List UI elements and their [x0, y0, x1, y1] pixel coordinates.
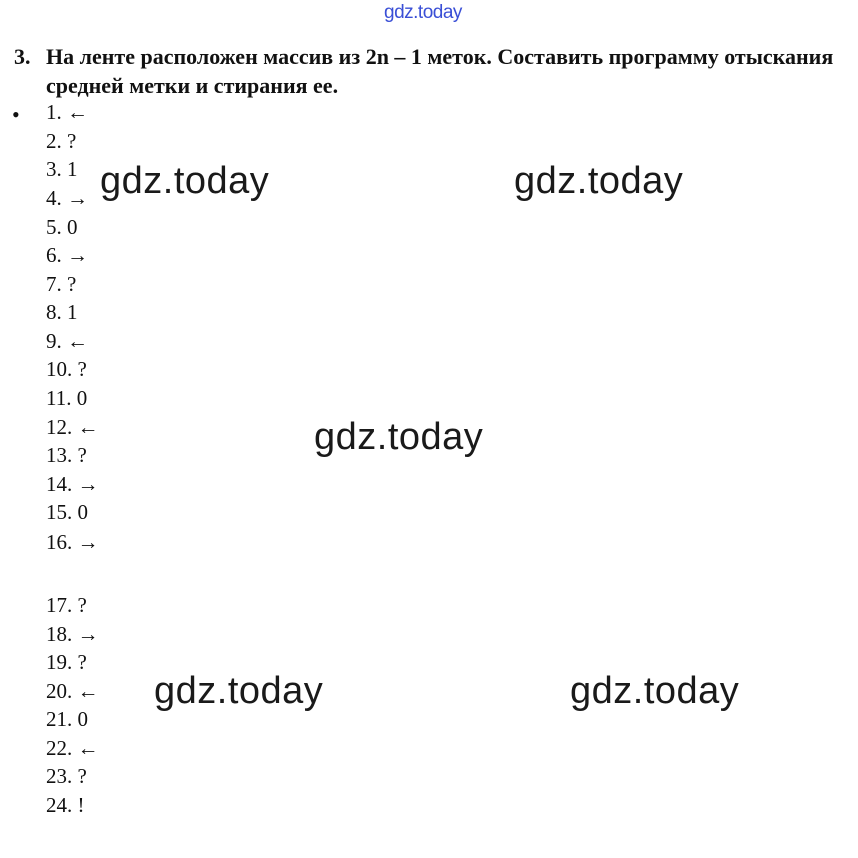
task-number: 3. — [14, 44, 31, 69]
program-step: 17. ? — [46, 593, 87, 617]
program-step: 3. 1 — [46, 157, 78, 181]
list-bullet: • — [12, 102, 20, 127]
program-step: 15. 0 — [46, 500, 88, 524]
program-step: 12. ← — [46, 415, 99, 439]
program-step: 13. ? — [46, 443, 87, 467]
program-step: 10. ? — [46, 357, 87, 381]
program-step: 7. ? — [46, 272, 77, 296]
program-step: 23. ? — [46, 764, 87, 788]
program-step: 5. 0 — [46, 215, 78, 239]
program-step: 18. → — [46, 622, 99, 646]
program-step: 6. → — [46, 243, 88, 267]
program-step: 19. ? — [46, 650, 87, 674]
watermark: gdz.today — [154, 670, 324, 712]
program-step: 21. 0 — [46, 707, 88, 731]
program-step: 11. 0 — [46, 386, 88, 410]
watermark: gdz.today — [314, 416, 484, 458]
program-step: 2. ? — [46, 129, 77, 153]
watermark: gdz.today — [100, 160, 270, 202]
watermark: gdz.today — [514, 160, 684, 202]
program-step: 20. ← — [46, 679, 99, 703]
program-step: 22. ← — [46, 736, 99, 760]
program-step: 4. → — [46, 186, 88, 210]
program-step: 8. 1 — [46, 300, 78, 324]
top-watermark: gdz.today — [384, 2, 462, 23]
program-step: 14. → — [46, 472, 99, 496]
task-text: На ленте расположен массив из 2n – 1 меток. Составить программу отыскания средней метки и стирания ее. — [46, 44, 834, 98]
program-step: 24. ! — [46, 793, 85, 817]
task-statement — [14, 42, 834, 100]
program-step: 1. ← — [46, 100, 88, 124]
watermark: gdz.today — [570, 670, 740, 712]
program-step: 9. ← — [46, 329, 88, 353]
program-step: 16. → — [46, 530, 99, 554]
